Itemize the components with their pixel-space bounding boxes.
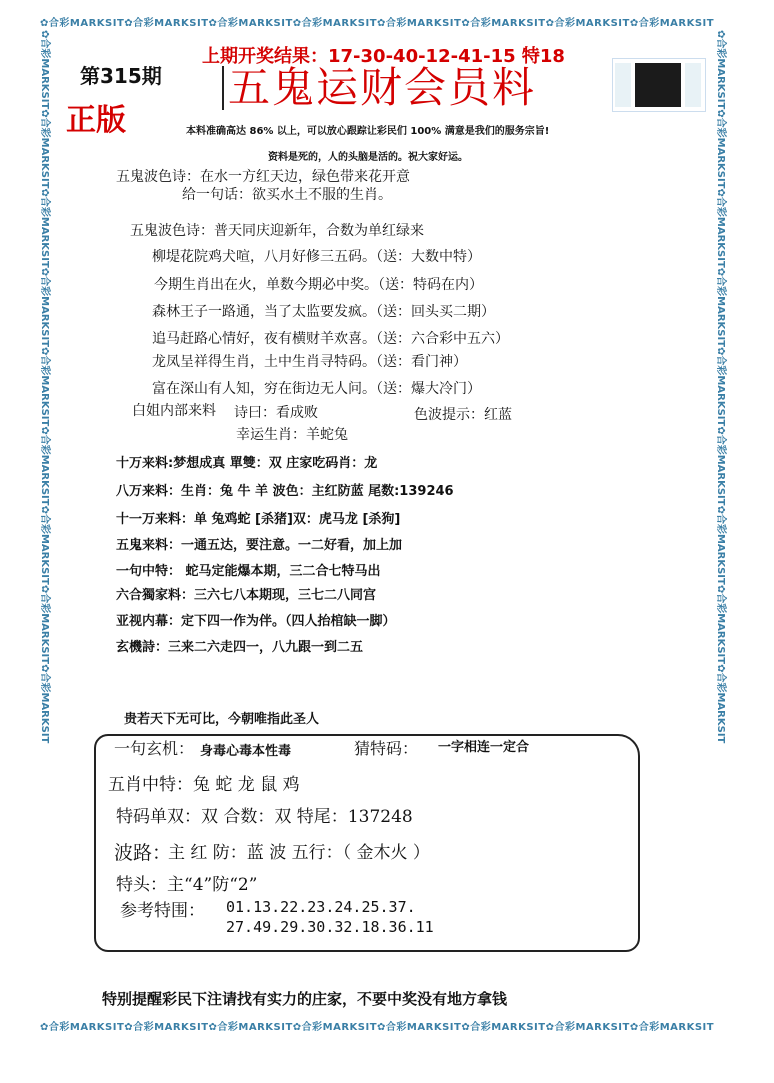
ref-numbers-1: 01.13.22.23.24.25.37.: [226, 898, 416, 916]
qr-code-icon: [612, 58, 706, 112]
poem-line: 五鬼波色诗：在水一方红天边，绿色带来花开意: [116, 169, 410, 185]
genuine-label: 正版: [66, 103, 126, 138]
poem-line: 今期生肖出在火，单数今期必中奖。（送：特码在内）: [154, 277, 483, 293]
poem-line: 森林王子一路通，当了太监要发疯。（送：回头买二期）: [152, 304, 495, 320]
riddle-value: 身毒心毒本性毒: [200, 744, 292, 759]
tip-line: 八万来料：生肖：兔 牛 羊 波色：主红防蓝 尾数:139246: [116, 484, 454, 499]
page-title: 五鬼运财会员料: [222, 66, 536, 110]
head-number: 特头：主“4”防“2”: [116, 875, 258, 895]
lucky-zodiac: 幸运生肖：羊蛇兔: [236, 427, 348, 443]
poem-line: 给一句话：欲买水土不服的生肖。: [182, 187, 392, 203]
wave-label: 波路：: [114, 842, 172, 864]
guess-value: 一字相连一定合: [438, 740, 530, 755]
tip-line: 玄機詩：三来二六走四一，八九跟一到二五: [116, 640, 364, 655]
border-right-watermark: ✿合彩MARKSIT✿合彩MARKSIT✿合彩MARKSIT✿合彩MARKSIT✿合彩MARKSIT✿合彩MARKSIT✿合彩MARKSIT✿合彩MARKSIT✿合彩MARKSIT: [715, 30, 726, 744]
five-zodiac: 五肖中特：兔 蛇 龙 鼠 鸡: [108, 775, 300, 795]
tip-line: 六合獨家料：三六七八本期现，三七二八同宫: [116, 588, 377, 603]
odd-even: 特码单双：双 合数：双 特尾：137248: [116, 807, 413, 827]
last-draw-result: 上期开奖结果：17-30-40-12-41-15 特18: [202, 46, 565, 67]
source-label: 白姐内部来料: [132, 403, 216, 419]
tip-line: 五鬼来料：一通五达，要注意。一二好看，加上加: [116, 538, 403, 553]
border-bottom-watermark: ✿合彩MARKSIT✿合彩MARKSIT✿合彩MARKSIT✿合彩MARKSIT✿合彩MARKSIT✿合彩MARKSIT✿合彩MARKSIT✿合彩MARKSIT: [40, 1022, 715, 1033]
poem-hint: 诗曰：看成败: [234, 405, 318, 421]
tip-line: 十一万来料：单 兔鸡蛇 [杀猪]双：虎马龙 [杀狗]: [116, 512, 401, 527]
issue-number: 第315期: [80, 64, 162, 88]
poem-line: 富在深山有人知，穷在街边无人问。（送：爆大冷门）: [152, 381, 481, 397]
ref-label: 参考特围：: [120, 901, 205, 921]
saint-line: 贵若天下无可比，今朝唯指此圣人: [124, 712, 320, 727]
tip-line: 亚视内幕：定下四一作为伴。（四人抬棺缺一脚）: [116, 614, 396, 629]
motto: 资料是死的，人的头脑是活的。祝大家好运。: [268, 152, 468, 163]
poem-line: 追马赶路心情好，夜有横财羊欢喜。（送：六合彩中五六）: [152, 331, 509, 347]
tip-line: 一句中特： 蛇马定能爆本期，三二合七特马出: [116, 564, 381, 579]
guess-label: 猜特码：: [354, 739, 419, 758]
color-hint: 色波提示：红蓝: [414, 407, 512, 423]
reminder: 特别提醒彩民下注请找有实力的庄家，不要中奖没有地方拿钱: [102, 990, 508, 1008]
poem-line: 五鬼波色诗：普天同庆迎新年，合数为单红绿来: [130, 223, 424, 239]
poem-line: 柳堤花院鸡犬喧，八月好修三五码。（送：大数中特）: [152, 249, 481, 265]
border-left-watermark: ✿合彩MARKSIT✿合彩MARKSIT✿合彩MARKSIT✿合彩MARKSIT✿合彩MARKSIT✿合彩MARKSIT✿合彩MARKSIT✿合彩MARKSIT✿合彩MARKSIT: [39, 30, 50, 744]
poem-line: 龙凤呈祥得生肖，土中生肖寻特码。（送：看门神）: [152, 354, 467, 370]
tip-line: 十万来料:梦想成真 單雙：双 庄家吃码肖：龙: [116, 456, 378, 471]
wave-value: 主 红 防：蓝 波 五行：（ 金木火 ）: [168, 843, 430, 863]
accuracy-claim: 本料准确高达 86% 以上，可以放心跟踪让彩民们 100% 满意是我们的服务宗旨!: [186, 126, 550, 137]
ref-numbers-2: 27.49.29.30.32.18.36.11: [226, 918, 434, 936]
riddle-label: 一句玄机：: [114, 739, 195, 758]
border-top-watermark: ✿合彩MARKSIT✿合彩MARKSIT✿合彩MARKSIT✿合彩MARKSIT✿合彩MARKSIT✿合彩MARKSIT✿合彩MARKSIT✿合彩MARKSIT: [40, 18, 715, 29]
